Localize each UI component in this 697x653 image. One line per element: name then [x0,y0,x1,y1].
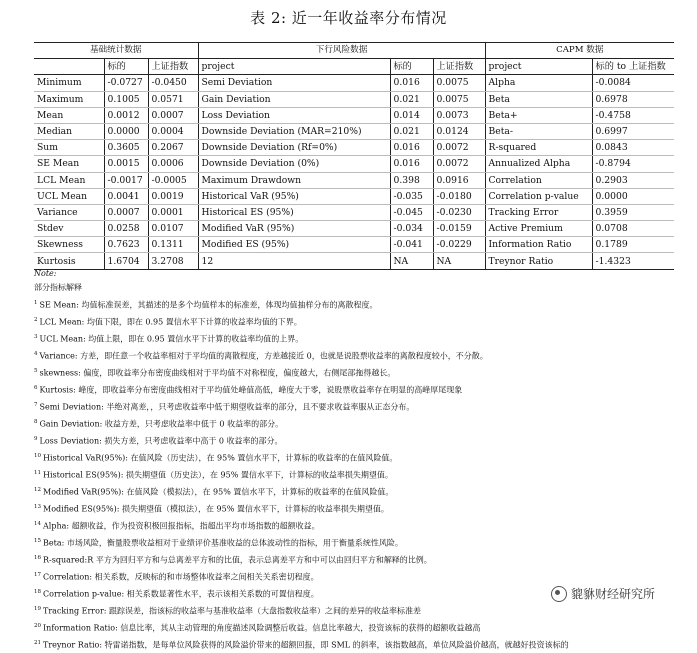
row-label: Median [34,123,104,139]
downside-b-cell: 0.0075 [433,75,485,91]
note-text: Historical ES(95%): 损失期望值（历史法），在 95% 置信水平下，计算标的收益率损失期望值。 [43,470,393,480]
downside-b-cell: 0.0072 [433,140,485,156]
table-row [34,107,674,123]
downside-label: Maximum Drawdown [198,172,390,188]
note-text: skewness: 偏度，即收益率分布密度曲线相对于平均值不对称程度，偏度越大，右侧尾部拖得越长。 [39,368,396,378]
note-number: 14 [34,520,41,527]
note-item [34,483,674,500]
downside-a-cell: -0.041 [390,237,433,253]
note-item [34,330,674,347]
basic-b-cell: -0.0005 [148,172,198,188]
sub-project: project [198,59,390,75]
downside-a-cell: 0.016 [390,75,433,91]
group-header-row [34,43,674,59]
downside-b-cell: -0.0180 [433,188,485,204]
basic-b-cell: 0.0571 [148,91,198,107]
note-number: 4 [34,350,38,357]
capm-label: Active Premium [485,221,592,237]
downside-b-cell: 0.0075 [433,91,485,107]
downside-label: Historical VaR (95%) [198,188,390,204]
downside-a-cell: 0.021 [390,123,433,139]
wechat-icon [551,586,567,602]
downside-label: 12 [198,253,390,269]
row-label: Minimum [34,75,104,91]
capm-value-cell: -0.8794 [592,156,674,172]
note-number: 9 [34,435,38,442]
table-row [34,140,674,156]
downside-b-cell: -0.0230 [433,204,485,220]
capm-label: Annualized Alpha [485,156,592,172]
sub-down-a: 标的 [390,59,433,75]
note-item [34,347,674,364]
note-number: 10 [34,452,41,459]
basic-b-cell: 0.0107 [148,221,198,237]
watermark-text: 貔貅财经研究所 [571,587,656,601]
note-item [34,381,674,398]
row-label: Skewness [34,237,104,253]
group-downside: 下行风险数据 [198,43,485,59]
note-number: 2 [34,316,38,323]
note-item [34,602,674,619]
downside-b-cell: -0.0229 [433,237,485,253]
note-text: Treynor Ratio: 特雷诺指数，是每单位风险获得的风险溢价带来的超额回报，即 SML 的斜率，该指数越高，单位风险溢价越高，就越好投资该标的 [43,640,569,650]
capm-label: Beta+ [485,107,592,123]
basic-b-cell: 0.0019 [148,188,198,204]
group-capm: CAPM 数据 [485,43,674,59]
sub-basic-a: 标的 [104,59,148,75]
basic-b-cell: 0.0007 [148,107,198,123]
basic-a-cell: 0.0041 [104,188,148,204]
downside-label: Gain Deviation [198,91,390,107]
table-caption: 表 2: 近一年收益率分布情况 [250,9,447,27]
basic-a-cell: 0.0258 [104,221,148,237]
sub-down-b: 上证指数 [433,59,485,75]
downside-b-cell: -0.0159 [433,221,485,237]
downside-label: Downside Deviation (Rf=0%) [198,140,390,156]
table-row [34,91,674,107]
paper-page [0,7,697,650]
note-item [34,313,674,330]
note-text: Modified ES(95%): 损失期望值（模拟法），在 95% 置信水平下，计算标的收益率损失期望值。 [43,504,389,514]
downside-label: Modified ES (95%) [198,237,390,253]
note-item [34,534,674,551]
notes-label: Note: [34,269,57,278]
downside-label: Downside Deviation (0%) [198,156,390,172]
note-item [34,636,674,653]
downside-a-cell: -0.034 [390,221,433,237]
group-basic: 基础统计数据 [34,43,198,59]
note-item [34,449,674,466]
notes-intro: 部分指标解释 [34,283,82,293]
capm-label: Alpha [485,75,592,91]
basic-a-cell: -0.0017 [104,172,148,188]
basic-b-cell: 0.0006 [148,156,198,172]
sub-header-row [34,59,674,75]
basic-b-cell: 0.2067 [148,140,198,156]
note-text: Variance: 方差，即任意一个收益率相对于平均值的离散程度，方差越接近 0，也就是说股票收益率的离散程度较小，不分散。 [39,351,488,361]
note-item [34,517,674,534]
downside-a-cell: 0.398 [390,172,433,188]
capm-label: Beta [485,91,592,107]
basic-b-cell: -0.0450 [148,75,198,91]
note-text: Information Ratio: 信息比率，其从主动管理的角度描述风险调整后收益。信息比率越大，投资该标的获得的超额收益越高 [43,623,481,633]
downside-a-cell: 0.021 [390,91,433,107]
downside-b-cell: 0.0073 [433,107,485,123]
note-item [34,432,674,449]
capm-label: Beta- [485,123,592,139]
row-label: LCL Mean [34,172,104,188]
note-item [34,619,674,636]
note-text: Historical VaR(95%): 在值风险（历史法），在 95% 置信水平下，计算标的收益率的在值风险值。 [43,453,398,463]
note-number: 6 [34,384,38,391]
sub-capm-val: 标的 to 上证指数 [592,59,674,75]
note-number: 1 [34,299,38,306]
capm-value-cell: 0.0843 [592,140,674,156]
row-label: Stdev [34,221,104,237]
capm-value-cell: 0.0000 [592,188,674,204]
note-text: R-squared:R 平方为回归平方和与总离差平方和的比值，表示总离差平方和中可以由回归平方和解释的比例。 [43,555,432,565]
table-row [34,172,674,188]
note-text: Beta: 市场风险，衡量股票收益相对于业绩评价基准收益的总体波动性的指标，用于衡量系统性风险。 [43,538,403,548]
row-label: Variance [34,204,104,220]
note-item [34,568,674,585]
basic-a-cell: 0.1005 [104,91,148,107]
capm-label: R-squared [485,140,592,156]
downside-b-cell: NA [433,253,485,269]
downside-label: Loss Deviation [198,107,390,123]
downside-b-cell: 0.0124 [433,123,485,139]
note-text: Alpha: 超额收益，作为投资积极回报指标，指超出平均市场指数的超额收益。 [43,521,320,531]
note-number: 21 [34,639,41,646]
basic-a-cell: -0.0727 [104,75,148,91]
note-number: 11 [34,469,41,476]
note-number: 12 [34,486,41,493]
note-number: 7 [34,401,38,408]
basic-a-cell: 0.3605 [104,140,148,156]
note-number: 17 [34,571,41,578]
note-text: Modified VaR(95%): 在值风险（模拟法），在 95% 置信水平下，计算标的收益率的在值风险值。 [43,487,394,497]
capm-value-cell: 0.6978 [592,91,674,107]
row-label: Mean [34,107,104,123]
note-item [34,466,674,483]
capm-label: Tracking Error [485,204,592,220]
capm-label: Information Ratio [485,237,592,253]
downside-b-cell: 0.0072 [433,156,485,172]
downside-a-cell: -0.045 [390,204,433,220]
downside-a-cell: 0.016 [390,156,433,172]
basic-a-cell: 0.0000 [104,123,148,139]
note-number: 5 [34,367,38,374]
note-text: Correlation: 相关系数，反映标的和市场整体收益率之间相关关系密切程度。 [43,572,319,582]
basic-a-cell: 0.7623 [104,237,148,253]
note-number: 18 [34,588,41,595]
table-row [34,204,674,220]
basic-b-cell: 0.1311 [148,237,198,253]
sub-capm-project: project [485,59,592,75]
note-item [34,415,674,432]
table-body [34,75,674,269]
note-number: 16 [34,554,41,561]
downside-b-cell: 0.0916 [433,172,485,188]
note-number: 15 [34,537,41,544]
note-item [34,398,674,415]
basic-b-cell: 0.0004 [148,123,198,139]
capm-value-cell: 0.3959 [592,204,674,220]
note-text: Tracking Error: 跟踪误差，指该标的收益率与基准收益率（大盘指数收益率）之间的差异的收益率标准差 [43,606,421,616]
basic-b-cell: 0.0001 [148,204,198,220]
capm-value-cell: -1.4323 [592,253,674,269]
watermark [548,584,658,603]
note-text: Gain Deviation: 收益方差，只考虑收益率中低于 0 收益率的部分。 [39,419,284,429]
basic-a-cell: 1.6704 [104,253,148,269]
capm-value-cell: 0.2903 [592,172,674,188]
downside-a-cell: NA [390,253,433,269]
table-row [34,123,674,139]
table-row [34,156,674,172]
note-item [34,551,674,568]
note-item [34,364,674,381]
returns-distribution-table [34,42,674,270]
note-number: 13 [34,503,41,510]
capm-label: Treynor Ratio [485,253,592,269]
row-label: SE Mean [34,156,104,172]
sub-basic-b: 上证指数 [148,59,198,75]
note-text: Semi Deviation: 半绝对离差，，只考虑收益率中低于期望收益率的部分，且不要求收益率服从正态分布。 [39,402,415,412]
table-row [34,237,674,253]
note-text: Correlation p-value: 相关系数显著性水平，表示该相关系数的可置信程度。 [43,589,319,599]
downside-a-cell: -0.035 [390,188,433,204]
note-item [34,500,674,517]
note-text: UCL Mean: 均值上限，即在 0.95 置信水平下计算的收益率均值的上界。 [39,334,304,344]
basic-a-cell: 0.0012 [104,107,148,123]
capm-value-cell: -0.4758 [592,107,674,123]
table-row [34,75,674,91]
capm-value-cell: 0.6997 [592,123,674,139]
downside-a-cell: 0.014 [390,107,433,123]
note-text: SE Mean: 均值标准误差，其描述的是多个均值样本的标准差，体现均值抽样分布的离散程度。 [39,300,378,310]
downside-label: Modified VaR (95%) [198,221,390,237]
capm-value-cell: 0.1789 [592,237,674,253]
note-item [34,296,674,313]
note-text: Kurtosis: 峰度，即收益率分布密度曲线相对于平均值处峰值高低，峰度大于零，说股票收益率存在明显的高峰厚尾现象 [39,385,463,395]
row-label: UCL Mean [34,188,104,204]
note-text: Loss Deviation: 损失方差，只考虑收益率中高于 0 收益率的部分。 [39,436,283,446]
note-number: 3 [34,333,38,340]
note-text: LCL Mean: 均值下限，即在 0.95 置信水平下计算的收益率均值的下界。 [39,317,302,327]
sub-blank [34,59,104,75]
note-number: 19 [34,605,41,612]
note-number: 8 [34,418,38,425]
capm-value-cell: 0.0708 [592,221,674,237]
capm-value-cell: -0.0084 [592,75,674,91]
table-row [34,188,674,204]
downside-a-cell: 0.016 [390,140,433,156]
downside-label: Historical ES (95%) [198,204,390,220]
note-number: 20 [34,622,41,629]
capm-label: Correlation p-value [485,188,592,204]
downside-label: Downside Deviation (MAR=210%) [198,123,390,139]
row-label: Sum [34,140,104,156]
basic-a-cell: 0.0015 [104,156,148,172]
capm-label: Correlation [485,172,592,188]
row-label: Kurtosis [34,253,104,269]
row-label: Maximum [34,91,104,107]
basic-a-cell: 0.0007 [104,204,148,220]
downside-label: Semi Deviation [198,75,390,91]
table-row [34,221,674,237]
basic-b-cell: 3.2708 [148,253,198,269]
